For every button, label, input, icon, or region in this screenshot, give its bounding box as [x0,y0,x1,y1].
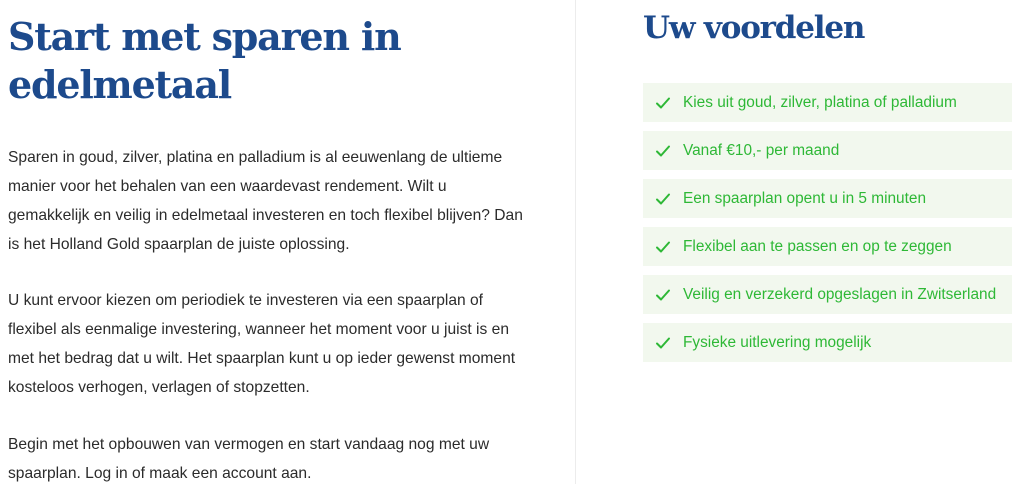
page-title: Start met sparen in edelmetaal [8,14,401,107]
benefit-text: Veilig en verzekerd opgeslagen in Zwitserland [683,285,997,303]
benefit-text: Een spaarplan opent u in 5 minuten [683,189,927,207]
check-icon [655,191,671,207]
benefit-item [643,323,1012,362]
intro-paragraph-1: Sparen in goud, zilver, platina en palladium is al eeuwenlang de ultieme manier voor het behalen van een waardevast rendement. Wilt u gemakkelijk en veilig in edelmetaal investeren en toch flexibel blijven? Dan is het Holland Gold spaarplan de juiste oplossing. [8,149,523,253]
check-icon [655,239,671,255]
benefit-item [643,179,1012,218]
benefit-item [643,275,1012,314]
benefit-item [643,83,1012,122]
benefit-text: Flexibel aan te passen en op te zeggen [683,237,952,255]
column-divider [575,0,576,484]
benefits-list [643,83,1012,371]
benefit-item [643,227,1012,266]
intro-paragraph-2: U kunt ervoor kiezen om periodiek te investeren via een spaarplan of flexibel als eenmalige investering, wanneer het moment voor u juist is en met het bedrag dat u wilt. Het spaarplan kunt u op ieder gewenst moment kosteloos verhogen, verlagen of stopzetten. [8,292,516,396]
check-icon [655,143,671,159]
benefit-text: Fysieke uitlevering mogelijk [683,333,872,351]
intro-paragraph-3: Begin met het opbouwen van vermogen en start vandaag nog met uw spaarplan. Log in of maak een account aan. [8,436,490,482]
benefit-item [643,131,1012,170]
benefit-text: Kies uit goud, zilver, platina of palladium [683,93,957,111]
benefit-text: Vanaf €10,- per maand [683,141,840,159]
check-icon [655,95,671,111]
check-icon [655,335,671,351]
check-icon [655,287,671,303]
intro-section [8,0,548,482]
benefits-title: Uw voordelen [643,10,865,46]
